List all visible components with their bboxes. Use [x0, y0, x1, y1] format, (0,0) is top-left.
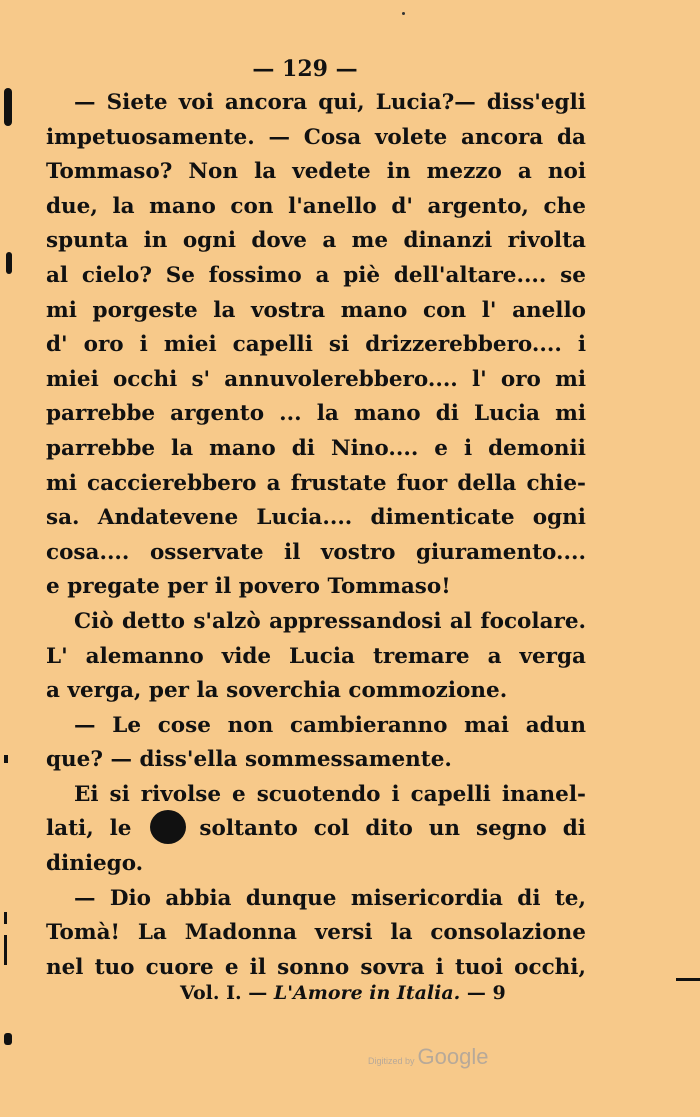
- text-line: [46, 155, 586, 190]
- word: Le: [112, 712, 141, 738]
- word: piè: [343, 262, 381, 288]
- word: La: [137, 920, 167, 946]
- footer-signature: — 9: [466, 982, 506, 1004]
- word: rivolta: [507, 228, 586, 254]
- word: se: [560, 262, 586, 288]
- word: la: [112, 193, 135, 219]
- word: spunta: [46, 228, 129, 254]
- word: d': [391, 193, 413, 219]
- text-line: [46, 640, 586, 675]
- text-line: [46, 432, 586, 467]
- text-line: [46, 674, 586, 709]
- word: e: [434, 435, 448, 461]
- word: appressandosi: [269, 608, 442, 634]
- word: col: [313, 816, 350, 842]
- word: segno: [475, 816, 547, 842]
- word: l': [471, 366, 487, 392]
- word: Ei: [74, 781, 99, 807]
- margin-mark: [4, 755, 8, 763]
- word: a: [517, 159, 532, 185]
- margin-mark: [4, 88, 12, 126]
- word: mano: [340, 297, 408, 323]
- word: cose: [157, 712, 211, 738]
- word: Lucia....: [256, 505, 353, 531]
- text-line: [46, 86, 586, 121]
- word: giuramento....: [415, 539, 586, 565]
- word: cosa....: [46, 539, 130, 565]
- word: Lucia?—: [375, 90, 476, 115]
- word: focolare.: [480, 608, 586, 634]
- word: ogni: [532, 505, 586, 531]
- word: occhi: [112, 366, 178, 392]
- word: i: [577, 332, 586, 358]
- word: sonno: [277, 954, 350, 980]
- text-line: [46, 501, 586, 536]
- word: diss'ella: [139, 747, 238, 773]
- margin-mark: [676, 978, 700, 981]
- margin-mark: [6, 252, 12, 274]
- word: Andatevene: [97, 505, 239, 531]
- margin-mark: [4, 1033, 12, 1045]
- word: a: [315, 262, 330, 288]
- text-line: [46, 121, 586, 156]
- word: diniego.: [46, 851, 144, 877]
- word: povero: [238, 574, 320, 600]
- word: ancora: [460, 124, 544, 150]
- word: que?: [46, 747, 103, 773]
- word: scuotendo: [256, 781, 381, 807]
- word: il: [214, 574, 232, 600]
- text-line: [46, 882, 586, 917]
- word: consolazione: [430, 920, 586, 946]
- word: la: [390, 920, 413, 946]
- word: un: [428, 816, 461, 842]
- word: caccierebbero: [87, 470, 257, 496]
- word: la: [171, 435, 194, 461]
- digitized-watermark: [368, 1044, 488, 1070]
- word: mano: [353, 401, 421, 427]
- word: a: [266, 470, 281, 496]
- watermark-small: Digitized by: [368, 1056, 415, 1066]
- text-line: [46, 709, 586, 744]
- word: per: [148, 678, 189, 704]
- word: la: [213, 297, 236, 323]
- word: Se: [165, 262, 195, 288]
- word: tuoi: [454, 954, 504, 980]
- word: sovra: [360, 954, 425, 980]
- word: frustate: [290, 470, 387, 496]
- word: vostra: [251, 297, 326, 323]
- word: Nino....: [330, 435, 419, 461]
- word: di: [291, 435, 315, 461]
- word: inanel-: [501, 781, 586, 807]
- word: Tommaso?: [46, 159, 173, 185]
- word: i: [463, 435, 473, 461]
- margin-mark: [4, 935, 7, 965]
- word: la: [316, 401, 339, 427]
- word: qui,: [318, 90, 365, 115]
- word: lati,: [46, 816, 94, 842]
- word: e: [224, 954, 239, 980]
- word: parrebbe: [46, 401, 156, 427]
- word: la: [254, 159, 277, 185]
- word: che: [543, 193, 586, 219]
- footer-volume: Vol. I. —: [180, 982, 268, 1004]
- text-line: [46, 778, 586, 813]
- word: da: [556, 124, 586, 150]
- word: versi: [314, 920, 373, 946]
- word: adun: [525, 712, 586, 738]
- page-footer: [180, 982, 506, 1004]
- word: Lucia: [289, 643, 355, 669]
- word: ...: [279, 401, 302, 427]
- word: me: [351, 228, 389, 254]
- word: i: [139, 332, 148, 358]
- word: osservate: [149, 539, 264, 565]
- ink-blot: [150, 810, 186, 844]
- word: della: [457, 470, 517, 496]
- word: non: [227, 712, 274, 738]
- word: abbia: [165, 885, 232, 911]
- word: argento: [170, 401, 265, 427]
- word: dito: [365, 816, 413, 842]
- text-line: [46, 605, 586, 640]
- word: —: [74, 90, 96, 115]
- word: mi: [46, 297, 77, 323]
- word: fossimo: [208, 262, 302, 288]
- text-line: [46, 190, 586, 225]
- word: mi: [555, 366, 586, 392]
- word: di: [562, 816, 586, 842]
- text-line: [46, 916, 586, 951]
- word: cielo?: [81, 262, 152, 288]
- text-line: [46, 397, 586, 432]
- word: Siete: [106, 90, 168, 115]
- word: oro: [83, 332, 124, 358]
- word: Madonna: [184, 920, 297, 946]
- word: il: [284, 539, 301, 565]
- word: miei: [163, 332, 217, 358]
- word: sa.: [46, 505, 80, 531]
- word: in: [143, 228, 168, 254]
- word: fuor: [396, 470, 448, 496]
- word: e: [232, 781, 246, 807]
- word: con: [230, 193, 274, 219]
- text-line: [46, 536, 586, 571]
- word: vedete: [292, 159, 371, 185]
- word: volete: [374, 124, 448, 150]
- word: si: [328, 332, 350, 358]
- word: nel: [46, 954, 84, 980]
- word: L': [46, 643, 68, 669]
- word: dimenticate: [370, 505, 515, 531]
- word: —: [110, 747, 132, 773]
- margin-mark: [4, 912, 7, 924]
- word: capelli: [410, 781, 491, 807]
- word: Ciò: [74, 608, 114, 634]
- text-line: [46, 743, 586, 778]
- text-line: [46, 363, 586, 398]
- word: chie-: [526, 470, 586, 496]
- word: per: [167, 574, 208, 600]
- word: vostro: [320, 539, 396, 565]
- word: al: [449, 608, 472, 634]
- word: misericordia: [350, 885, 503, 911]
- word: Dio: [109, 885, 152, 911]
- speck: [402, 12, 405, 15]
- word: voi: [178, 90, 214, 115]
- word: alemanno: [85, 643, 204, 669]
- word: porgeste: [92, 297, 198, 323]
- word: la: [196, 678, 219, 704]
- word: dinanzi: [403, 228, 493, 254]
- word: dove: [251, 228, 307, 254]
- body-text: [46, 86, 586, 985]
- word: a: [322, 228, 337, 254]
- word: l': [481, 297, 497, 323]
- word: a: [487, 643, 502, 669]
- text-line: [46, 294, 586, 329]
- word: si: [109, 781, 130, 807]
- word: soltanto: [199, 816, 298, 842]
- word: Tommaso!: [327, 574, 451, 600]
- word: a: [46, 678, 60, 704]
- word: pregate: [67, 574, 160, 600]
- word: noi: [547, 159, 586, 185]
- word: dunque: [245, 885, 337, 911]
- text-line: [46, 847, 586, 882]
- word: con: [423, 297, 467, 323]
- word: rivolse: [140, 781, 222, 807]
- word: detto: [122, 608, 185, 634]
- word: Non: [188, 159, 239, 185]
- word: —: [74, 712, 96, 738]
- word: capelli: [232, 332, 313, 358]
- text-line: [46, 951, 586, 986]
- word: demonii: [488, 435, 586, 461]
- word: argento,: [427, 193, 529, 219]
- word: il: [249, 954, 266, 980]
- word: sommessamente.: [244, 747, 452, 773]
- word: tremare: [372, 643, 470, 669]
- word: —: [268, 124, 290, 150]
- word: mezzo: [426, 159, 502, 185]
- word: mi: [46, 470, 77, 496]
- word: mano: [209, 435, 276, 461]
- word: Lucia: [474, 401, 540, 427]
- word: mano: [149, 193, 216, 219]
- watermark-google: Google: [417, 1044, 489, 1069]
- word: occhi,: [514, 954, 586, 980]
- word: anello: [512, 297, 586, 323]
- word: verga: [519, 643, 586, 669]
- word: i: [391, 781, 400, 807]
- word: miei: [46, 366, 99, 392]
- word: cambieranno: [289, 712, 448, 738]
- word: Tomà!: [46, 920, 120, 946]
- word: dell'altare....: [393, 262, 547, 288]
- word: diss'egli: [486, 90, 586, 115]
- word: al: [46, 262, 69, 288]
- word: impetuosamente.: [46, 124, 255, 150]
- word: e: [46, 574, 60, 600]
- text-line: [46, 328, 586, 363]
- word: i: [435, 954, 444, 980]
- word: cuore: [145, 954, 214, 980]
- word: mai: [464, 712, 510, 738]
- word: in: [386, 159, 411, 185]
- word: annuvolerebbero....: [224, 366, 458, 392]
- word: d': [46, 332, 68, 358]
- text-line: [46, 224, 586, 259]
- word: drizzerebbero....: [365, 332, 562, 358]
- word: verga,: [67, 678, 142, 704]
- word: s': [191, 366, 211, 392]
- word: commozione.: [348, 678, 508, 704]
- word: di: [435, 401, 459, 427]
- word: le: [109, 816, 132, 842]
- word: ogni: [182, 228, 237, 254]
- text-line: [46, 467, 586, 502]
- word: tuo: [94, 954, 135, 980]
- page-number: — 129 —: [252, 56, 358, 82]
- text-line: [46, 259, 586, 294]
- footer-title: L'Amore in Italia.: [273, 982, 461, 1004]
- text-line: [46, 570, 586, 605]
- word: soverchia: [226, 678, 341, 704]
- word: s'alzò: [193, 608, 261, 634]
- word: ancora: [224, 90, 308, 115]
- word: —: [74, 885, 96, 911]
- word: parrebbe: [46, 435, 156, 461]
- word: oro: [500, 366, 541, 392]
- word: vide: [221, 643, 272, 669]
- word: te,: [554, 885, 586, 911]
- text-line: [46, 812, 586, 847]
- word: l'anello: [288, 193, 377, 219]
- word: Cosa: [303, 124, 362, 150]
- word: di: [517, 885, 541, 911]
- word: mi: [555, 401, 586, 427]
- word: due,: [46, 193, 98, 219]
